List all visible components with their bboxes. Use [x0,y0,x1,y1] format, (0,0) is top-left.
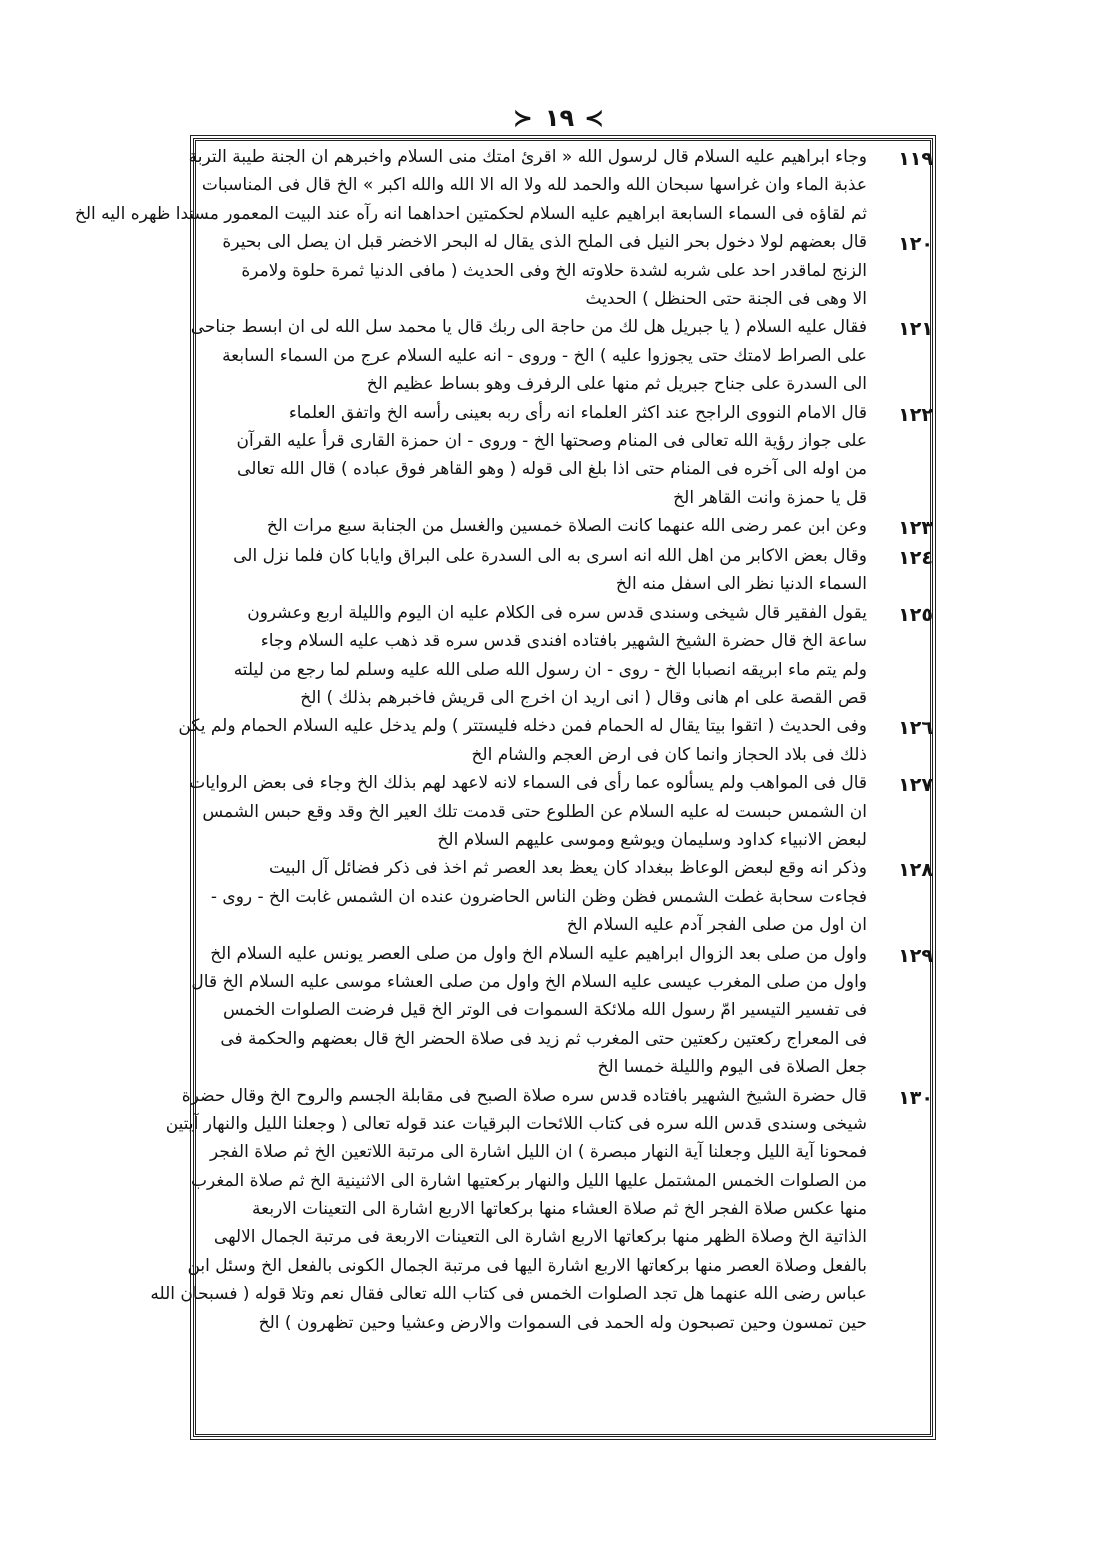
entry [203,512,933,542]
entry-number: ١٢٥ [898,603,933,626]
entry-text [203,854,867,939]
entry-text [150,1082,867,1338]
text-line: عذبة الماء وان غراسها سبحان الله والحمد لله ولا اله الا الله والله اكبر » الخ قال فى المناسبات [201,175,867,196]
entry [150,1082,933,1338]
entry-number: ١١٩ [898,148,933,170]
entry-text [203,512,867,540]
text-line: شيخى وسندى قدس الله سره فى كتاب اللائحات البرقيات عند قوله تعالى ( وجعلنا الليل والنهار آيتين [165,1113,867,1134]
text-line: ان الشمس حبست له عليه السلام عن الطلوع حتى قدمت تلك العير الخ وقد وقع حبس الشمس [202,801,867,822]
entry [203,399,933,513]
text-line: من اوله الى آخره فى المنام حتى اذا بلغ الى قوله ( وهو القاهر فوق عباده ) قال الله تعالى [237,459,867,480]
text-line: منها عكس صلاة الفجر الخ ثم صلاة العشاء منها بركعاتها الاربع اشارة الى التعينات الاربعة [252,1199,867,1220]
entry [203,228,933,313]
text-line: على جواز رؤية الله تعالى فى المنام وصحتها الخ - وروى - ان حمزة القارى قرأ عليه القرآن [236,430,867,451]
entry [203,542,933,599]
text-line: الذاتية الخ وصلاة الظهر منها بركعاتها الاربع اشارة الى التعينات الاربعة فى مرتبة الجمال الالهى [213,1227,867,1248]
entry-text [203,599,867,713]
entry [190,313,933,398]
entry-number: ١٣٠ [898,1086,933,1109]
entry-number: ١٢١ [898,318,933,341]
entry-text [203,399,867,513]
text-line: وعن ابن عمر رضى الله عنهما كانت الصلاة خمسين والغسل من الجنابة سبع مرات الخ [266,516,867,537]
entry-number: ١٢٨ [898,859,933,882]
text-line: عباس رضى الله عنهما هل تجد الصلوات الخمس فى كتاب الله تعالى فقال نعم وتلا قوله ( فسبحان الله [150,1284,867,1305]
entry-number: ١٢٩ [898,944,933,967]
entry-number: ١٢٧ [898,774,933,797]
entry-text [189,769,867,854]
text-line: ان اول من صلى الفجر آدم عليه السلام الخ [566,915,867,936]
text-line: قص القصة على ام هانى وقال ( انى اريد ان اخرج الى قريش فاخبرهم بذلك ) الخ [300,688,867,709]
entry [189,769,933,854]
text-line: قال حضرة الشيخ الشهير بافتاده قدس سره صلاة الصبح فى مقابلة الجسم والروح الخ وقال حضرة [181,1085,867,1106]
text-line: ذلك فى بلاد الحجاز وانما كان فى ارض العجم والشام الخ [471,744,867,765]
text-line: السماء الدنيا نظر الى اسفل منه الخ [615,574,867,595]
text-line: ولم يتم ماء ابريقه انصبابا الخ - روى - ان رسول الله صلى الله عليه وسلم لما رجع من ليلته [233,659,867,680]
entry-text [178,712,867,769]
entry-text [191,940,867,1082]
entry-number: ١٢٠ [898,233,933,256]
text-line: فى المعراج ركعتين ركعتين حتى المغرب ثم زيد فى صلاة الحضر الخ قال بعضهم والحكمة فى [220,1028,867,1049]
text-line: بالفعل وصلاة العصر منها بركعاتها الاربع اشارة اليها فى مرتبة الجمال الكونى بالفعل الخ وسئل ابن [187,1255,867,1276]
text-line: فجاءت سحابة غطت الشمس فظن وظن الناس الحاضرون عنده ان الشمس غابت الخ - روى - [210,886,867,907]
text-line: حين تمسون وحين تصبحون وله الحمد فى السموات والارض وعشيا وحين تظهرون ) الخ [258,1312,867,1333]
entry [203,854,933,939]
entry-text [191,313,867,398]
text-line: قال الامام النووى الراجح عند اكثر العلماء انه رأى ربه بعينى رأسه الخ واتفق العلماء [288,402,867,423]
text-line: فمحونا آية الليل وجعلنا آية النهار مبصرة ) ان الليل اشارة الى مرتبة اللاتعين الخ ثم صلاة الفجر [209,1142,867,1163]
text-line: الى السدرة على جناح جبريل ثم منها على الرفرف وهو بساط عظيم الخ [366,374,867,395]
entry-text [203,228,867,313]
text-line: قال بعضهم لولا دخول بحر النيل فى الملح الذى يقال له البحر الاخضر قبل ان يصل الى بحيرة [222,232,867,253]
entry-text [75,143,867,228]
entry-number: ١٢٦ [898,717,933,740]
entry-number: ١٢٣ [898,517,933,540]
text-line: قل يا حمزة وانت القاهر الخ [673,487,867,508]
entry [74,143,933,228]
text-line: ثم لقاؤه فى السماء السابعة ابراهيم عليه السلام لحكمتين احداهما انه رآه عند البيت المعمور مسندا ظهره اليه الخ [74,203,867,224]
text-line: الا وهى فى الجنة حتى الحنظل ) الحديث [585,288,867,309]
text-line: لبعض الانبياء كداود وسليمان ويوشع وموسى عليهم السلام الخ [437,829,867,850]
text-line: على الصراط لامتك حتى يجوزوا عليه ) الخ - وروى - انه عليه السلام عرج من السماء السابعة [222,345,867,366]
page-number: ١٩ [544,104,575,132]
entry [191,940,933,1082]
text-line: ساعة الخ قال حضرة الشيخ الشهير بافتاده افندى قدس سره قد ذهب عليه السلام وجاء [260,631,867,652]
text-line: وفى الحديث ( اتقوا بيتا يقال له الحمام فمن دخله فليستتر ) ولم يدخل عليه السلام الحمام ولم يكن [178,716,867,737]
text-line: يقول الفقير قال شيخى وسندى قدس سره فى الكلام عليه ان اليوم والليلة اربع وعشرون [247,602,867,623]
text-line: وذكر انه وقع لبعض الوعاظ ببغداد كان يعظ بعد العصر ثم اخذ فى ذكر فضائل آل البيت [268,858,867,879]
entry-number: ١٢٤ [898,547,933,570]
text-line: فى تفسير التيسير امّ رسول الله ملائكة السموات فى الوتر الخ قيل فرضت الصلوات الخمس [222,1000,867,1021]
text-line: وقال بعض الاكابر من اهل الله انه اسرى به الى السدرة على البراق وايابا كان فلما نزل الى [233,546,867,567]
text-line: واول من صلى بعد الزوال ابراهيم عليه السلام الخ واول من صلى العصر يونس عليه السلام الخ [210,943,867,964]
text-line: فقال عليه السلام ( يا جبريل هل لك من حاجة الى ربك قال يا محمد سل الله لى ان ابسط جناحى [190,317,867,338]
text-line: واول من صلى المغرب عيسى عليه السلام الخ واول من صلى العشاء موسى عليه السلام الخ قال [191,971,867,992]
text-line: الزنج لماقدر احد على شربه لشدة حلاوته الخ وفى الحديث ( مافى الدنيا ثمرة حلوة ولامرة [241,260,867,281]
page-number-ornament-left: ≻ [512,104,535,132]
page-body [74,143,933,1433]
text-line: قال فى المواهب ولم يسألوه عما رأى فى السماء لانه لاعهد لهم بذلك الخ وجاء فى بعض الروايات [189,773,867,794]
page-number-header [0,101,1119,135]
page-number-ornament-right: ≺ [584,104,607,132]
text-line: وجاء ابراهيم عليه السلام قال لرسول الله « اقرئ امتك منى السلام واخبرهم ان الجنة طيبة التربة [188,147,867,167]
entry-text [203,542,867,599]
text-line: من الصلوات الخمس المشتمل عليها الليل والنهار بركعتيها اشارة الى الاثنينية الخ ثم صلاة المغرب [190,1170,867,1191]
entry [178,712,933,769]
entry [203,599,933,713]
entry-number: ١٢٢ [898,403,933,426]
text-line: جعل الصلاة فى اليوم والليلة خمسا الخ [597,1057,867,1078]
